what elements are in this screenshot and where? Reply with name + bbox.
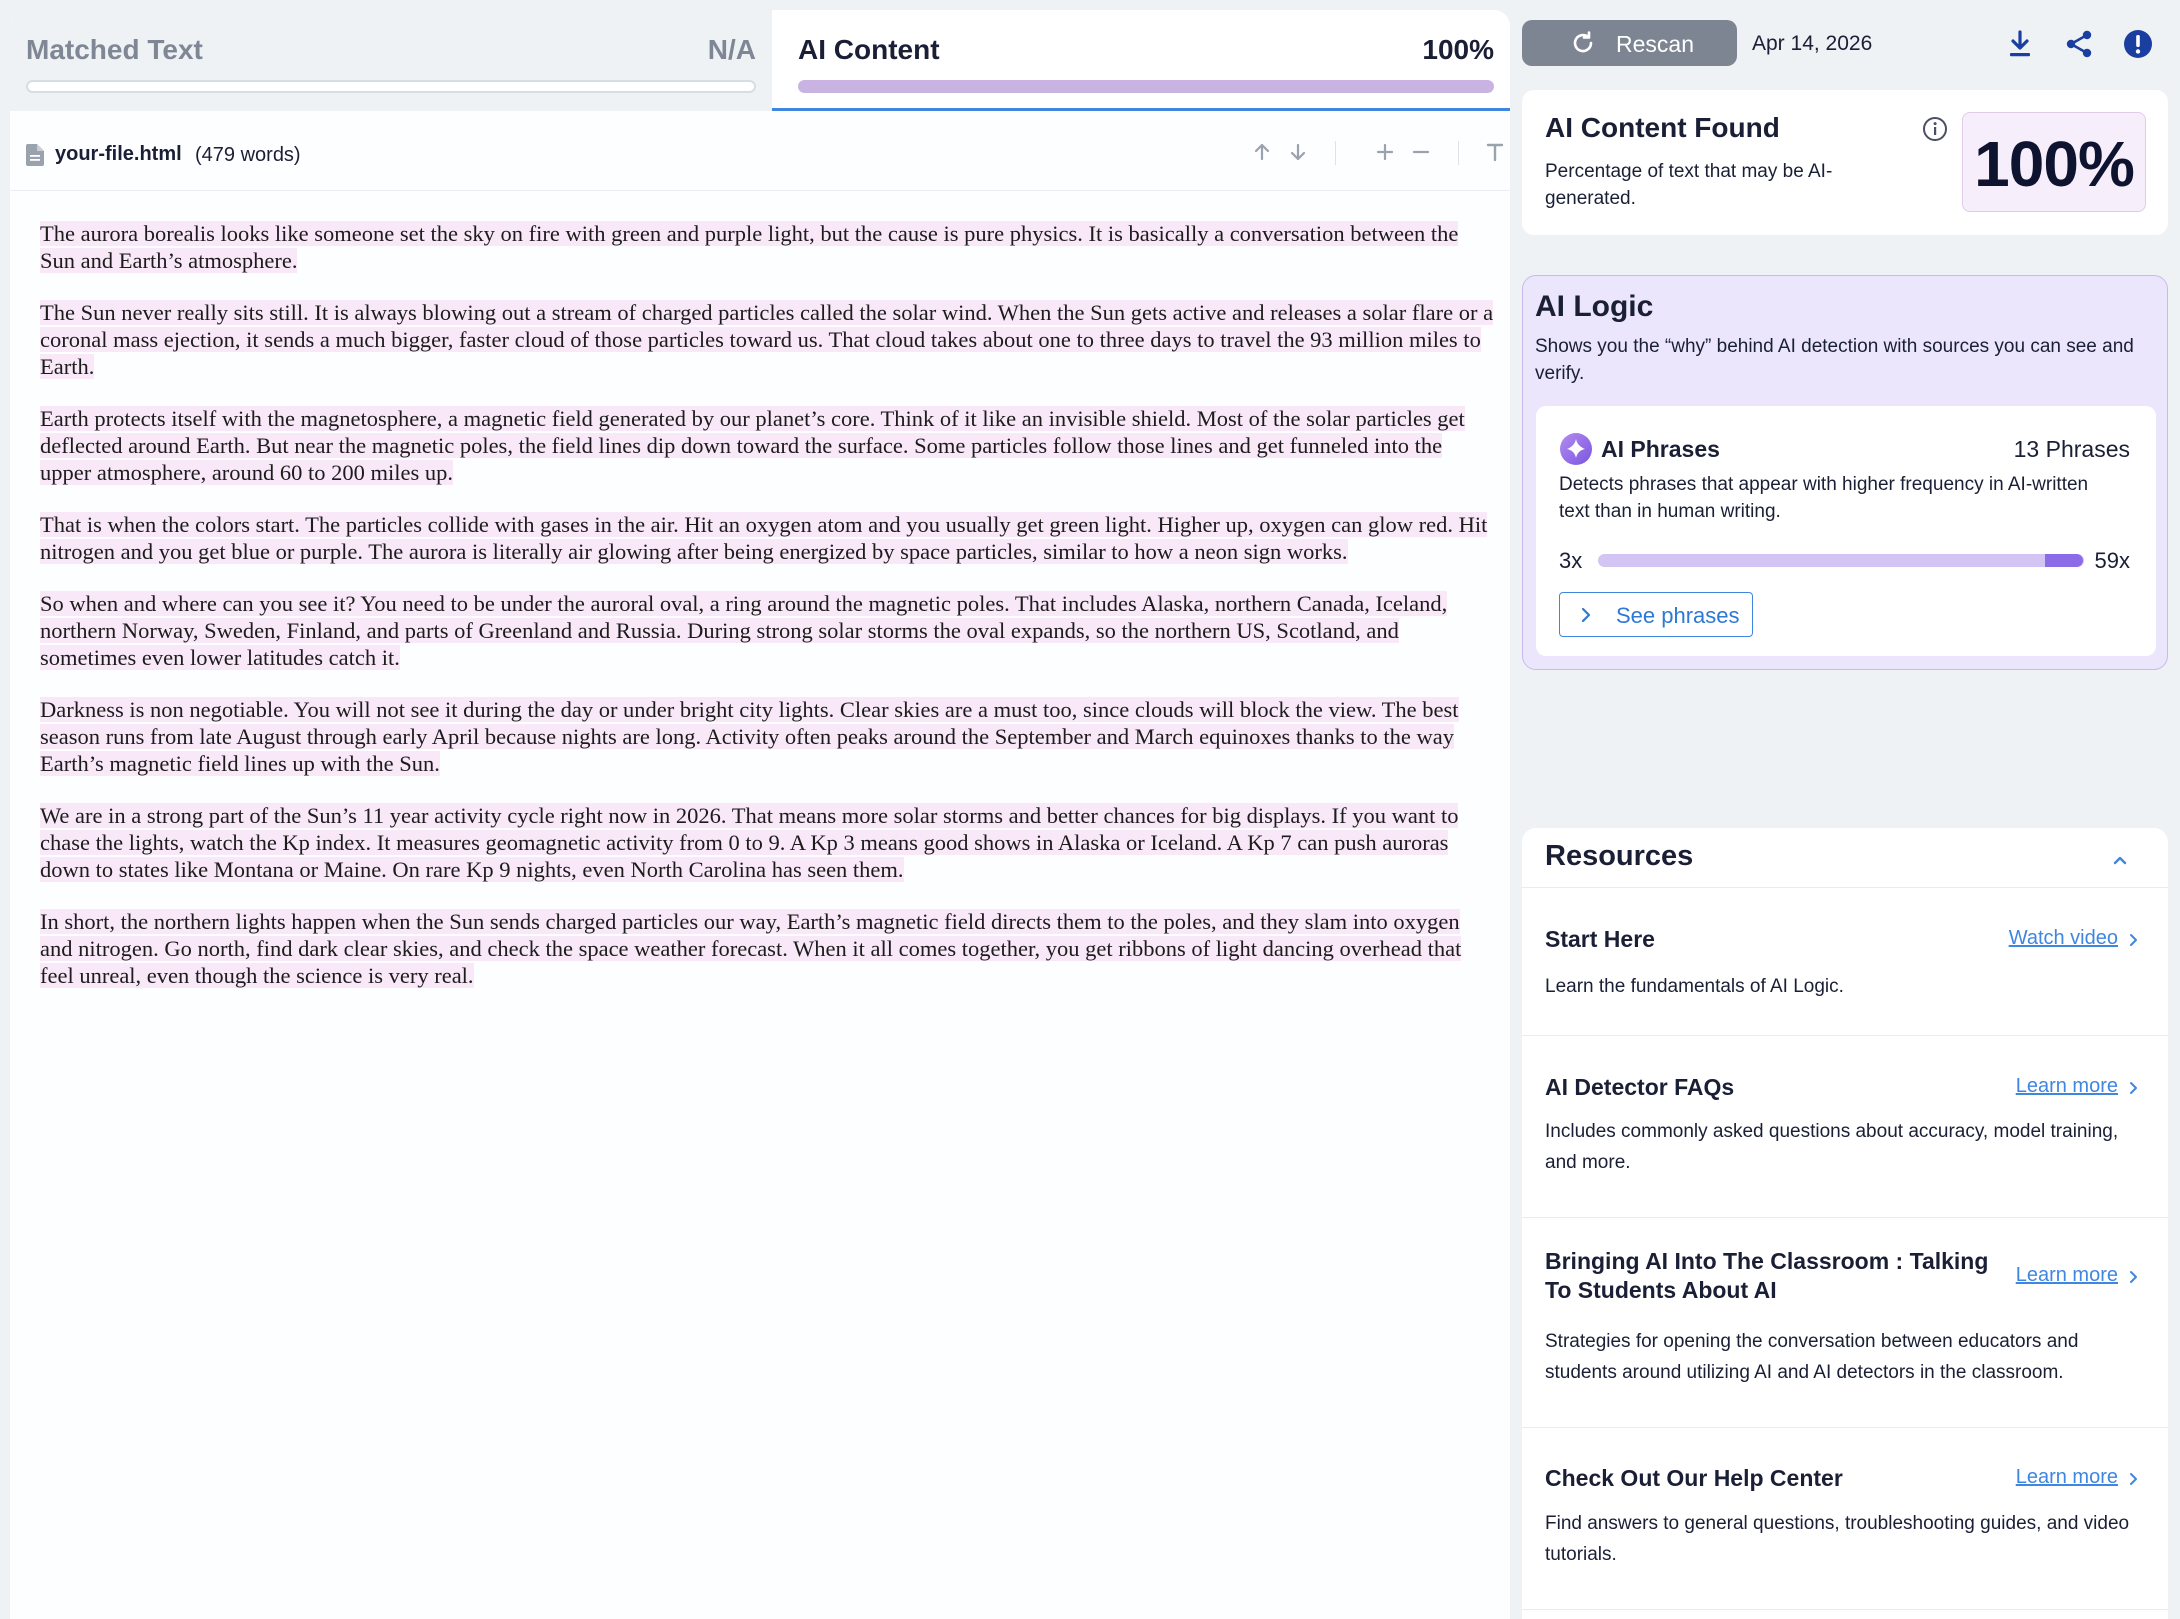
resource-item [1522, 1036, 2168, 1218]
resource-title: Start Here [1545, 926, 1655, 952]
previous-match-icon[interactable] [1247, 137, 1277, 167]
document-paragraph [40, 590, 1495, 671]
document-paragraph [40, 696, 1495, 777]
tab-progress-bar [26, 80, 756, 93]
ai-highlighted-text[interactable]: In short, the northern lights happen when the Sun sends charged particles our way, Earth’s magnetic field directs them to the poles, and they slam into oxygen and nitrogen. Go north, find dark clear skies, and check the space weather forecast. When it all comes together, you get ribbons of light dancing overhead that feel unreal, even though the science is very real. [40, 909, 1462, 988]
ai-phrases-card [1536, 406, 2156, 656]
ai-highlighted-text[interactable]: The Sun never really sits still. It is always blowing out a stream of charged particles called the solar wind. When the Sun gets active and releases a solar flare or a coronal mass ejection, it sends a much bigger, faster cloud of those particles toward us. That cloud takes about one to three days to travel the 93 million miles to Earth. [40, 300, 1494, 379]
frequency-range-min: 3x [1559, 548, 1583, 573]
ai-logic-description: Shows you the “why” behind AI detection with sources you can see and verify. [1535, 336, 2134, 384]
chevron-right-icon [2126, 1269, 2142, 1285]
ai-phrases-description: Detects phrases that appear with higher frequency in AI-written text than in human writing. [1559, 474, 2089, 522]
tab-progress-bar [798, 80, 1494, 93]
tab-matched-text[interactable] [10, 10, 772, 111]
chevron-right-icon [1576, 605, 1596, 625]
resource-description: Learn the fundamentals of AI Logic. [1545, 976, 1844, 997]
scan-date: Apr 14, 2026 [1752, 32, 1873, 55]
resource-title: Bringing AI Into The Classroom : Talking To Students About AI [1545, 1248, 1989, 1303]
chevron-right-icon [2126, 1080, 2142, 1096]
resource-title: AI Detector FAQs [1545, 1074, 1735, 1100]
summary-title: AI Content Found [1545, 112, 1780, 143]
chevron-up-icon[interactable] [2110, 850, 2130, 870]
zoom-in-icon[interactable] [1370, 137, 1400, 167]
resource-item [1522, 1218, 2168, 1428]
document-paragraph [40, 299, 1495, 380]
resources-header[interactable] [1522, 828, 2168, 888]
resource-title: Check Out Our Help Center [1545, 1465, 1843, 1491]
tab-label: Matched Text [26, 34, 203, 65]
ai-phrases-title: AI Phrases [1601, 436, 1720, 462]
document-paragraph [40, 802, 1495, 883]
frequency-range-marker [2045, 554, 2083, 567]
see-phrases-label: See phrases [1616, 603, 1740, 628]
report-tabs [10, 10, 1510, 111]
file-toolbar [10, 111, 1510, 191]
word-count: (479 words) [195, 144, 301, 166]
frequency-range-max: 59x [2094, 548, 2130, 573]
document-paragraph [40, 511, 1495, 565]
ai-highlighted-text[interactable]: We are in a strong part of the Sun’s 11 year activity cycle right now in 2026. That means more solar storms and better chances for big displays. If you want to chase the lights, watch the Kp index. It measures geomagnetic activity from 0 to 9. A Kp 3 means good shows in Alaska or Iceland. A Kp 7 can push auroras down to states like Montana or Maine. On rare Kp 9 nights, even North Carolina has seen them. [40, 803, 1459, 882]
resource-link[interactable]: Learn more [2015, 1264, 2118, 1286]
document-body [40, 220, 1495, 1014]
toolbar-divider [1335, 141, 1336, 165]
resources-panel [1522, 828, 2168, 1619]
tab-score: N/A [707, 34, 756, 65]
alert-icon[interactable] [2122, 28, 2154, 60]
rescan-button[interactable] [1522, 20, 1737, 66]
ai-highlighted-text[interactable]: So when and where can you see it? You need to be under the auroral oval, a ring around the magnetic poles. That includes Alaska, northern Canada, Iceland, northern Norway, Sweden, Finland, and parts of Greenland and Russia. During strong solar storms the oval expands, so the northern US, Scotland, and sometimes even lower latitudes catch it. [40, 591, 1448, 670]
resource-description: Includes commonly asked questions about accuracy, model training, and more. [1545, 1121, 2119, 1173]
file-name: your-file.html [55, 143, 182, 165]
resource-link[interactable]: Learn more [2015, 1075, 2118, 1097]
next-match-icon[interactable] [1283, 137, 1313, 167]
text-format-icon[interactable] [1480, 137, 1510, 167]
document-paragraph [40, 405, 1495, 486]
share-icon[interactable] [2063, 28, 2095, 60]
ai-highlighted-text[interactable]: Darkness is non negotiable. You will not see it during the day or under bright city lights. Clear skies are a must too, since clouds will block the view. The best season runs from late August through early April because nights are long. Activity often peaks around the September and March equinoxes thanks to the way Earth’s magnetic field lines up with the Sun. [40, 697, 1459, 776]
ai-score-box [1962, 112, 2146, 212]
resource-link[interactable]: Learn more [2015, 1466, 2118, 1488]
document-paragraph [40, 220, 1495, 274]
ai-logic-title: AI Logic [1535, 290, 1654, 323]
chevron-right-icon [2126, 932, 2142, 948]
info-icon[interactable] [1922, 116, 1948, 142]
ai-highlighted-text[interactable]: Earth protects itself with the magnetosphere, a magnetic field generated by our planet’s core. Think of it like an invisible shield. Most of the solar particles get deflected around Earth. But near the magnetic poles, the field lines dip down toward the surface. Some particles follow those lines and get funneled into the upper atmosphere, around 60 to 200 miles up. [40, 406, 1465, 485]
report-actions-bar [1522, 20, 2172, 68]
ai-highlighted-text[interactable]: That is when the colors start. The particles collide with gases in the air. Hit an oxygen atom and you usually get green light. Higher up, oxygen can glow red. Hit nitrogen and you get blue or purple. The aurora is literally air glowing after being energized by space particles, similar to how a neon sign works. [40, 512, 1488, 564]
ai-score-value: 100% [1974, 128, 2134, 200]
download-icon[interactable] [2004, 28, 2036, 60]
report-panel [10, 10, 1510, 1619]
see-phrases-button[interactable] [1559, 592, 1753, 637]
resources-title: Resources [1545, 840, 1694, 872]
tab-score: 100% [1422, 34, 1494, 65]
chevron-right-icon [2126, 1471, 2142, 1487]
ai-content-summary-card [1522, 90, 2168, 235]
sparkle-icon [1559, 432, 1593, 466]
tab-ai-content[interactable] [772, 10, 1510, 111]
ai-phrases-count: 13 Phrases [2013, 436, 2130, 462]
ai-highlighted-text[interactable]: The aurora borealis looks like someone set the sky on fire with green and purple light, but the cause is pure physics. It is basically a conversation between the Sun and Earth’s atmosphere. [40, 221, 1459, 273]
resource-description: Strategies for opening the conversation between educators and students around utilizing AI and AI detectors in the classroom. [1545, 1331, 2079, 1383]
rescan-icon [1570, 30, 1596, 56]
toolbar-divider [1458, 141, 1459, 165]
resource-item [1522, 1428, 2168, 1610]
resource-item [1522, 889, 2168, 1036]
tab-label: AI Content [798, 34, 940, 65]
ai-logic-card [1522, 275, 2168, 670]
document-paragraph [40, 908, 1495, 989]
summary-description: Percentage of text that may be AI-generated. [1545, 161, 1833, 209]
rescan-label: Rescan [1616, 31, 1694, 57]
resource-link[interactable]: Watch video [2008, 927, 2118, 949]
zoom-out-icon[interactable] [1406, 137, 1436, 167]
file-icon [26, 144, 44, 171]
resource-description: Find answers to general questions, troubleshooting guides, and video tutorials. [1545, 1513, 2130, 1565]
frequency-range-bar [1598, 554, 2084, 567]
